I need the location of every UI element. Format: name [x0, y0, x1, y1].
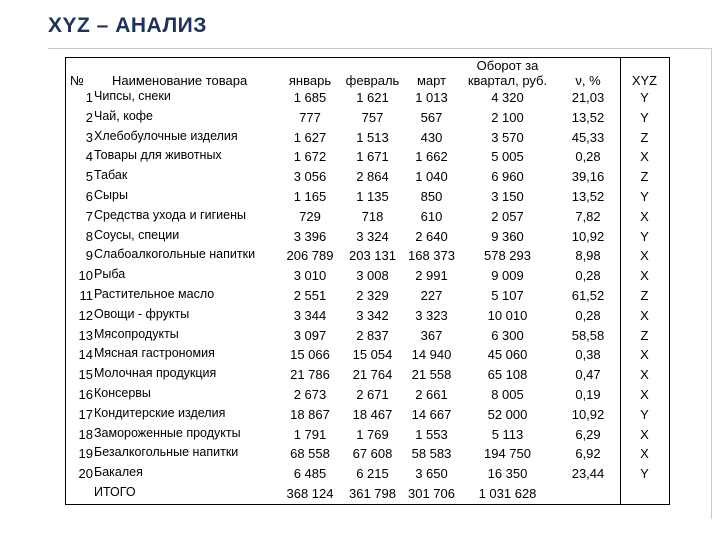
value-xyz-class: X — [640, 367, 649, 383]
value-mar: 14 667 — [411, 406, 452, 422]
value-quarter-turnover: 4 320 — [491, 90, 524, 105]
total-jan: 368 124 — [286, 485, 334, 501]
value-quarter-turnover: 16 350 — [487, 466, 528, 482]
value-xyz-class: Y — [640, 406, 649, 422]
value-variation: 45,33 — [571, 129, 605, 145]
row-number: 12 — [78, 307, 93, 323]
value-feb: 3 324 — [356, 228, 389, 244]
value-feb: 203 131 — [349, 248, 396, 264]
value-variation: 10,92 — [571, 228, 605, 244]
table-row — [66, 187, 669, 207]
value-mar: 2 661 — [415, 386, 448, 402]
row-number: 1 — [85, 90, 93, 105]
value-variation: 0,28 — [575, 149, 601, 165]
value-xyz-class: X — [640, 268, 649, 284]
value-variation: 0,47 — [575, 367, 601, 383]
value-jan: 206 789 — [286, 248, 334, 264]
value-mar: 2 991 — [415, 268, 448, 284]
right-divider — [711, 49, 712, 519]
value-feb: 3 008 — [356, 268, 389, 284]
value-xyz-class: Z — [640, 327, 649, 343]
product-name: Чипсы, снеки — [94, 89, 171, 103]
column-header-no: № — [70, 73, 84, 88]
value-mar: 1 013 — [415, 90, 448, 105]
total-variation — [556, 484, 620, 504]
title-divider — [48, 48, 712, 49]
product-name: Кондитерские изделия — [94, 405, 226, 420]
value-quarter-turnover: 3 570 — [491, 129, 524, 145]
value-jan: 6 485 — [293, 466, 327, 482]
table-row — [66, 227, 669, 247]
row-number — [66, 484, 94, 504]
value-feb: 3 342 — [356, 307, 389, 323]
value-quarter-turnover: 194 750 — [484, 446, 531, 462]
column-header-jan: январь — [288, 73, 332, 88]
value-xyz-class: Y — [640, 228, 649, 244]
value-quarter-turnover: 5 005 — [491, 149, 524, 165]
value-quarter-turnover: 578 293 — [484, 248, 531, 264]
value-xyz-class: Y — [640, 109, 649, 125]
row-number: 18 — [78, 426, 93, 442]
value-variation: 21,03 — [571, 90, 605, 105]
value-variation: 0,38 — [575, 347, 601, 363]
value-feb: 718 — [361, 208, 384, 224]
value-feb: 2 837 — [356, 327, 389, 343]
product-name: Овощи - фрукты — [94, 306, 190, 321]
table-row — [66, 464, 669, 484]
table-row — [66, 108, 669, 128]
table-row — [66, 405, 669, 425]
value-variation: 13,52 — [571, 188, 605, 204]
value-mar: 3 323 — [415, 307, 448, 323]
value-variation: 39,16 — [571, 169, 605, 185]
column-header-mar: март — [416, 73, 447, 88]
value-jan: 1 165 — [293, 188, 327, 204]
value-quarter-turnover: 5 107 — [491, 287, 524, 303]
value-quarter-turnover: 9 009 — [491, 268, 524, 284]
table-row — [66, 306, 669, 326]
value-mar: 1 553 — [415, 426, 448, 442]
value-xyz-class: X — [640, 446, 649, 462]
row-number: 4 — [85, 149, 93, 165]
value-feb: 1 513 — [356, 129, 389, 145]
row-number: 9 — [85, 248, 93, 264]
value-mar: 850 — [420, 188, 443, 204]
row-number: 14 — [78, 347, 93, 363]
value-mar: 3 650 — [415, 466, 448, 482]
table-row — [66, 286, 669, 306]
value-mar: 1 662 — [415, 149, 448, 165]
value-xyz-class: Y — [640, 90, 649, 105]
value-feb: 1 135 — [356, 188, 389, 204]
value-feb: 1 671 — [356, 149, 389, 165]
value-variation: 8,98 — [575, 248, 601, 264]
value-feb: 18 467 — [352, 406, 393, 422]
row-number: 5 — [85, 169, 93, 185]
value-feb: 67 608 — [352, 446, 393, 462]
value-xyz-class: Z — [640, 169, 649, 185]
value-jan: 2 673 — [293, 386, 327, 402]
page-title: XYZ – АНАЛИЗ — [48, 14, 207, 37]
total-mar: 301 706 — [408, 485, 455, 501]
value-mar: 2 640 — [415, 228, 448, 244]
value-quarter-turnover: 8 005 — [491, 386, 524, 402]
total-xyz-class — [620, 484, 669, 504]
value-quarter-turnover: 2 057 — [491, 208, 524, 224]
value-xyz-class: Y — [640, 466, 649, 482]
product-name: Слабоалкогольные напитки — [94, 247, 256, 262]
value-jan: 1 627 — [293, 129, 327, 145]
value-mar: 567 — [420, 109, 443, 125]
table-row — [66, 385, 669, 405]
row-number: 6 — [85, 188, 93, 204]
value-jan: 3 056 — [293, 169, 327, 185]
value-jan: 2 551 — [293, 287, 327, 303]
column-header-turnover: Оборот за квартал, руб. — [467, 58, 548, 88]
value-feb: 2 671 — [356, 386, 389, 402]
value-quarter-turnover: 9 360 — [491, 228, 524, 244]
value-jan: 3 396 — [293, 228, 327, 244]
value-jan: 1 685 — [293, 90, 327, 105]
table-row — [66, 147, 669, 167]
value-variation: 0,19 — [575, 386, 601, 402]
value-jan: 729 — [299, 208, 321, 224]
value-quarter-turnover: 52 000 — [487, 406, 528, 422]
product-name: Мясопродукты — [94, 326, 179, 341]
product-name: Мясная гастрономия — [94, 346, 215, 361]
product-name: Консервы — [94, 385, 151, 400]
value-quarter-turnover: 6 300 — [491, 327, 524, 343]
value-variation: 7,82 — [575, 208, 601, 224]
value-mar: 610 — [420, 208, 443, 224]
value-variation: 23,44 — [571, 466, 605, 482]
value-feb: 21 764 — [352, 367, 393, 383]
table-row — [66, 167, 669, 187]
product-name: Замороженные продукты — [94, 425, 241, 440]
row-number: 8 — [85, 228, 93, 244]
column-header-name: Наименование товара — [112, 73, 248, 88]
value-mar: 21 558 — [411, 367, 452, 383]
value-xyz-class: X — [640, 347, 649, 363]
value-quarter-turnover: 65 108 — [487, 367, 528, 383]
table-row — [66, 326, 669, 346]
value-variation: 6,29 — [575, 426, 601, 442]
value-mar: 14 940 — [411, 347, 452, 363]
row-number: 16 — [78, 386, 93, 402]
table-row — [66, 444, 669, 464]
value-feb: 757 — [361, 109, 384, 125]
value-mar: 430 — [420, 129, 443, 145]
value-variation: 13,52 — [571, 109, 605, 125]
product-name: Рыба — [94, 267, 126, 282]
table-total-row — [66, 484, 669, 504]
value-jan: 15 066 — [290, 347, 330, 363]
value-quarter-turnover: 3 150 — [491, 188, 524, 204]
value-quarter-turnover: 2 100 — [491, 109, 524, 125]
value-xyz-class: X — [640, 208, 649, 224]
value-quarter-turnover: 6 960 — [491, 169, 524, 185]
value-mar: 367 — [420, 327, 443, 343]
table-row — [66, 207, 669, 227]
row-number: 7 — [85, 208, 93, 224]
product-name: Безалкогольные напитки — [94, 445, 239, 460]
product-name: Товары для животных — [94, 148, 222, 163]
row-number: 13 — [78, 327, 93, 343]
value-xyz-class: X — [640, 386, 649, 402]
value-jan: 21 786 — [290, 367, 330, 383]
value-xyz-class: Z — [640, 287, 649, 303]
value-mar: 58 583 — [411, 446, 452, 462]
table-header-row — [66, 58, 669, 88]
product-name: Растительное масло — [94, 286, 215, 301]
table-row — [66, 246, 669, 266]
total-quarter-turnover: 1 031 628 — [478, 485, 537, 501]
row-number: 17 — [78, 406, 93, 422]
row-number: 15 — [78, 367, 93, 383]
value-jan: 3 010 — [293, 268, 327, 284]
value-jan: 18 867 — [290, 406, 330, 422]
product-name: Табак — [94, 168, 128, 183]
value-feb: 2 864 — [356, 169, 389, 185]
total-label: ИТОГО — [94, 484, 136, 499]
total-feb: 361 798 — [349, 485, 396, 501]
value-variation: 10,92 — [571, 406, 605, 422]
column-header-v: ν, % — [575, 73, 601, 88]
value-mar: 1 040 — [415, 169, 448, 185]
value-jan: 1 791 — [293, 426, 327, 442]
value-feb: 6 215 — [356, 466, 389, 482]
product-name: Сыры — [94, 187, 128, 202]
row-number: 2 — [85, 109, 93, 125]
value-quarter-turnover: 10 010 — [487, 307, 528, 323]
table-row — [66, 88, 669, 108]
xyz-analysis-table — [65, 57, 670, 505]
value-jan: 3 097 — [293, 327, 327, 343]
value-jan: 777 — [299, 109, 321, 125]
value-variation: 0,28 — [575, 268, 601, 284]
value-xyz-class: X — [640, 248, 649, 264]
value-jan: 1 672 — [293, 149, 327, 165]
value-variation: 58,58 — [571, 327, 605, 343]
value-feb: 1 769 — [356, 426, 389, 442]
value-variation: 6,92 — [575, 446, 601, 462]
value-xyz-class: Z — [640, 129, 649, 145]
value-xyz-class: X — [640, 426, 649, 442]
value-feb: 1 621 — [356, 90, 389, 105]
value-xyz-class: X — [640, 149, 649, 165]
row-number: 10 — [78, 268, 93, 284]
value-feb: 2 329 — [356, 287, 389, 303]
value-variation: 0,28 — [575, 307, 601, 323]
value-jan: 3 344 — [293, 307, 327, 323]
value-quarter-turnover: 5 113 — [491, 426, 524, 442]
column-header-xyz: XYZ — [631, 73, 658, 88]
value-mar: 168 373 — [408, 248, 455, 264]
value-feb: 15 054 — [352, 347, 393, 363]
value-xyz-class: Y — [640, 188, 649, 204]
product-name: Соусы, специи — [94, 227, 180, 242]
table-row — [66, 365, 669, 385]
value-variation: 61,52 — [571, 287, 605, 303]
product-name: Хлебобулочные изделия — [94, 128, 238, 143]
table-row — [66, 345, 669, 365]
product-name: Бакалея — [94, 465, 143, 480]
row-number: 11 — [79, 287, 93, 303]
value-mar: 227 — [420, 287, 443, 303]
product-name: Молочная продукция — [94, 366, 217, 381]
table-row — [66, 266, 669, 286]
table-row — [66, 128, 669, 148]
value-quarter-turnover: 45 060 — [487, 347, 528, 363]
value-xyz-class: X — [640, 307, 649, 323]
product-name: Чай, кофе — [94, 108, 154, 123]
row-number: 19 — [78, 446, 93, 462]
row-number: 3 — [85, 129, 93, 145]
table-row — [66, 425, 669, 445]
column-header-feb: февраль — [345, 73, 400, 88]
product-name: Средства ухода и гигиены — [94, 207, 246, 222]
row-number: 20 — [78, 466, 93, 482]
value-jan: 68 558 — [290, 446, 330, 462]
